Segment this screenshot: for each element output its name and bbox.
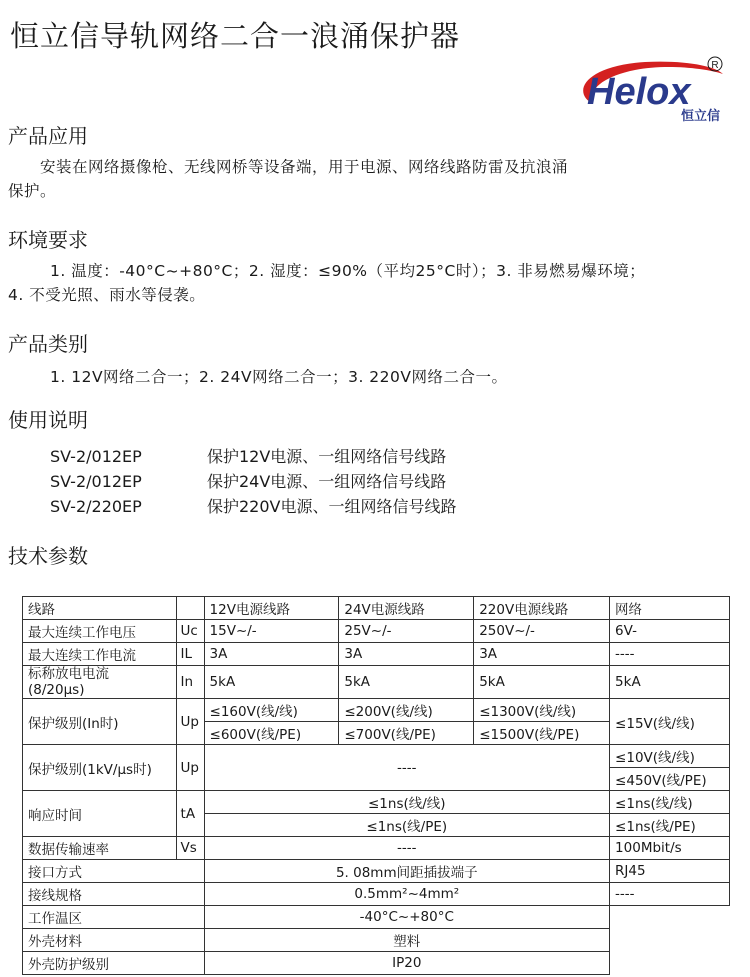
table-row	[23, 699, 730, 722]
table-row	[23, 597, 730, 620]
table-row	[23, 745, 730, 768]
helox-logo	[565, 52, 735, 124]
cell: ≤15V(线/线)	[610, 699, 730, 745]
cell: 5kA	[204, 666, 339, 699]
col-header: 24V电源线路	[339, 597, 474, 620]
col-header: 12V电源线路	[204, 597, 339, 620]
row-label: 工作温区	[23, 906, 205, 929]
cell: 塑料	[204, 929, 610, 952]
symbol: Uc	[176, 620, 204, 643]
table-row	[23, 791, 730, 814]
row-label: 接口方式	[23, 860, 205, 883]
cell: ≤1ns(线/PE)	[204, 814, 610, 837]
usage-item	[50, 444, 446, 467]
row-label: 最大连续工作电压	[23, 620, 177, 643]
symbol: IL	[176, 643, 204, 666]
heading-usage: 使用说明	[8, 408, 88, 432]
cell: ≤10V(线/线)	[610, 745, 730, 768]
cell: -40°C~+80°C	[204, 906, 610, 929]
cell: ----	[204, 745, 610, 791]
table-row	[23, 643, 730, 666]
cell: 3A	[339, 643, 474, 666]
heading-tech: 技术参数	[8, 544, 88, 568]
cell: ≤600V(线/PE)	[204, 722, 339, 745]
cell: ≤1ns(线/PE)	[610, 814, 730, 837]
cell: ≤160V(线/线)	[204, 699, 339, 722]
usage-desc: 保护24V电源、一组网络信号线路	[207, 472, 447, 491]
cell: ≤200V(线/线)	[339, 699, 474, 722]
table-row	[23, 666, 730, 699]
cell: ≤450V(线/PE)	[610, 768, 730, 791]
cell: 0.5mm²~4mm²	[204, 883, 610, 906]
cell: ----	[610, 643, 730, 666]
application-line-2: 保护。	[8, 182, 57, 200]
usage-desc: 保护12V电源、一组网络信号线路	[207, 447, 447, 466]
cell: 100Mbit/s	[610, 837, 730, 860]
symbol: In	[176, 666, 204, 699]
cell: 5kA	[339, 666, 474, 699]
row-label: 线路	[23, 597, 177, 620]
col-header: 220V电源线路	[474, 597, 610, 620]
heading-category: 产品类别	[8, 332, 88, 356]
symbol: Vs	[176, 837, 204, 860]
symbol: tA	[176, 791, 204, 837]
table-row	[23, 929, 730, 952]
cell: ≤1500V(线/PE)	[474, 722, 610, 745]
usage-model: SV-2/012EP	[50, 472, 142, 491]
table-row	[23, 837, 730, 860]
usage-item	[50, 494, 457, 517]
logo-wordmark: Helox	[587, 71, 691, 113]
row-label-line: 标称放电电流	[28, 666, 109, 682]
cell: 15V~/-	[204, 620, 339, 643]
cell: RJ45	[610, 860, 730, 883]
cell: 5. 08mm间距插拔端子	[204, 860, 610, 883]
row-label: 保护级别(1kV/μs时)	[23, 745, 177, 791]
cell: IP20	[204, 952, 610, 975]
cell: ----	[204, 837, 610, 860]
table-row	[23, 620, 730, 643]
usage-desc: 保护220V电源、一组网络信号线路	[207, 497, 457, 516]
usage-model: SV-2/220EP	[50, 497, 142, 516]
table-row	[23, 906, 730, 929]
heading-application: 产品应用	[8, 124, 88, 148]
row-label: 外壳防护级别	[23, 952, 205, 975]
cell: ≤1ns(线/线)	[204, 791, 610, 814]
usage-item	[50, 469, 446, 492]
cell: ≤1300V(线/线)	[474, 699, 610, 722]
usage-model: SV-2/012EP	[50, 447, 142, 466]
category-line-1: 1. 12V网络二合一；2. 24V网络二合一；3. 220V网络二合一。	[50, 368, 508, 386]
cell: ≤1ns(线/线)	[610, 791, 730, 814]
row-label: 外壳材料	[23, 929, 205, 952]
row-label: 响应时间	[23, 791, 177, 837]
symbol: Up	[176, 699, 204, 745]
cell: 5kA	[610, 666, 730, 699]
logo-subtitle: 恒立信	[680, 109, 720, 124]
row-label: 数据传输速率	[23, 837, 177, 860]
cell: 6V-	[610, 620, 730, 643]
page-title: 恒立信导轨网络二合一浪涌保护器	[10, 19, 461, 53]
row-label-line: (8/20μs)	[28, 682, 85, 698]
col-header: 网络	[610, 597, 730, 620]
cell: 250V~/-	[474, 620, 610, 643]
table-row	[23, 860, 730, 883]
cell: 5kA	[474, 666, 610, 699]
cell: 25V~/-	[339, 620, 474, 643]
row-label: 保护级别(In时)	[23, 699, 177, 745]
cell: ≤700V(线/PE)	[339, 722, 474, 745]
table-row	[23, 883, 730, 906]
row-label: 接线规格	[23, 883, 205, 906]
application-line-1: 安装在网络摄像枪、无线网桥等设备端，用于电源、网络线路防雷及抗浪涌	[40, 158, 569, 176]
heading-environment: 环境要求	[8, 228, 88, 252]
symbol: Up	[176, 745, 204, 791]
cell: 3A	[474, 643, 610, 666]
logo-registered-mark: R	[711, 60, 719, 71]
environment-line-1: 1. 温度：-40°C~+80°C；2. 湿度：≤90%（平均25°C时）；3. 非易燃易爆环境；	[50, 262, 646, 280]
row-label	[23, 666, 177, 699]
row-label: 最大连续工作电流	[23, 643, 177, 666]
cell: ----	[610, 883, 730, 906]
spec-table	[22, 596, 730, 975]
table-row	[23, 952, 730, 975]
environment-line-2: 4. 不受光照、雨水等侵袭。	[8, 286, 206, 304]
cell: 3A	[204, 643, 339, 666]
